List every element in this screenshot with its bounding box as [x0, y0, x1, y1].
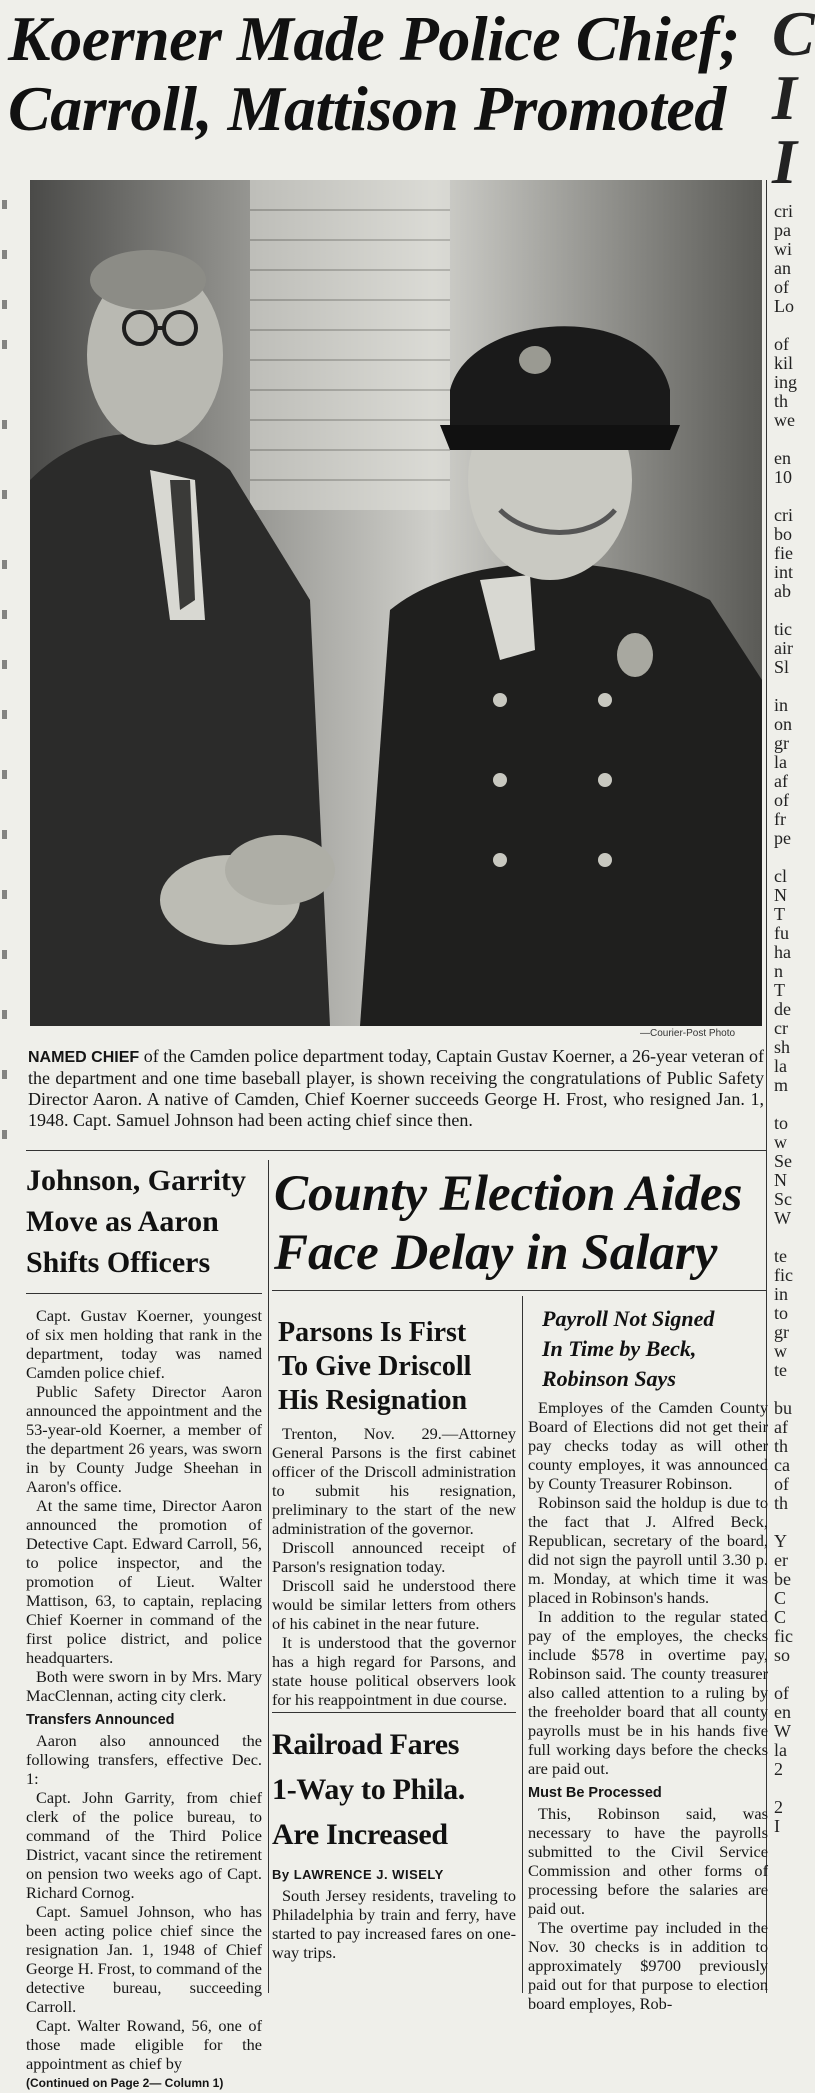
text-fragment: T — [774, 904, 785, 924]
text-fragment — [774, 1228, 800, 1247]
text-fragment: C — [774, 1607, 787, 1627]
text-fragment: an — [774, 258, 791, 278]
headline-line: Parsons Is First — [278, 1317, 467, 1348]
text-fragment: of — [774, 334, 789, 354]
paragraph: Capt. Samuel Johnson, who has been acting police chief since the resignation Jan. 1, 1948 of Chief George H. Frost, to command of the detective bureau, succeeding Carroll. — [26, 1902, 262, 2016]
story-headline — [278, 1316, 516, 1418]
text-fragment: fic — [774, 1626, 793, 1646]
text-fragment — [774, 1665, 800, 1684]
paragraph: Employes of the Camden County Board of Elections did not get their pay checks today as will other county employes, it was announced by County Treasurer Robinson. — [528, 1398, 768, 1493]
paragraph: Public Safety Director Aaron announced the appointment and the 53-year-old Koerner, a member of the department 26 years, was sworn in by County Judge Sheehan in Aaron's office. — [26, 1382, 262, 1496]
headline-line: His Resignation — [278, 1385, 468, 1416]
story-body — [272, 1886, 516, 1962]
text-fragment — [774, 1779, 800, 1798]
text-fragment: n — [774, 961, 783, 981]
text-fragment: 10 — [774, 467, 792, 487]
text-fragment: cri — [774, 201, 793, 221]
text-fragment — [774, 1095, 800, 1114]
text-fragment: gr — [774, 733, 789, 753]
headline-line-2: Face Delay in Salary — [274, 1225, 718, 1281]
text-fragment: pa — [774, 220, 791, 240]
paragraph: Trenton, Nov. 29.—Attorney General Parsons is the first cabinet officer of the Driscoll administration to submit his resignation, preliminary to the start of the new administration of the governor. — [272, 1424, 516, 1538]
text-fragment: wi — [774, 239, 792, 259]
right-headline-fragment: I — [772, 62, 797, 133]
text-fragment: la — [774, 1056, 787, 1076]
text-fragment: m — [774, 1075, 789, 1095]
paragraph: Aaron also announced the following transfers, effective Dec. 1: — [26, 1731, 262, 1788]
headline-line: Shifts Officers — [26, 1246, 211, 1279]
paragraph: In addition to the regular stated pay of the employes, the checks include $578 in overtime pay, Robinson said. The county treasurer also called attention to a ruling by the freeholder board that all county payrolls must be in his hands five full working days before the checks are paid out. — [528, 1607, 768, 1778]
headline-divider — [26, 1293, 262, 1294]
headline-line: 1-Way to Phila. — [272, 1773, 466, 1806]
paragraph: Robinson said the holdup is due to the fact that J. Alfred Beck, Republican, secretary of the board, did not sign the payroll until 3.30 p. m. Monday, at which time it was placed in Robinson's hands. — [528, 1493, 768, 1607]
text-fragment: T — [774, 980, 785, 1000]
text-fragment: fic — [774, 1265, 793, 1285]
right-headline-fragment: C — [772, 0, 815, 69]
text-fragment — [774, 487, 800, 506]
text-fragment: cri — [774, 505, 793, 525]
text-fragment: sh — [774, 1037, 791, 1057]
text-fragment: N — [774, 1170, 787, 1190]
right-column-fragment — [770, 0, 815, 1993]
photo-caption — [28, 1046, 764, 1131]
story-deck — [542, 1304, 768, 1394]
text-fragment: Sl — [774, 657, 790, 677]
headline-line-1: Koerner Made Police Chief; — [8, 3, 740, 74]
text-fragment: to — [774, 1303, 789, 1323]
story-johnson-garrity — [26, 1160, 262, 2093]
text-fragment: pe — [774, 828, 791, 848]
right-text-fragments — [770, 202, 800, 1836]
story-headline — [26, 1160, 262, 1283]
text-fragment: of — [774, 1474, 789, 1494]
headline-line-1: County Election Aides — [274, 1166, 743, 1222]
text-fragment — [774, 1380, 800, 1399]
text-fragment: C — [774, 1588, 787, 1608]
text-fragment: en — [774, 448, 791, 468]
text-fragment: of — [774, 277, 789, 297]
text-fragment: fu — [774, 923, 789, 943]
photo-credit: —Courier-Post Photo — [640, 1028, 736, 1039]
column-divider — [522, 1296, 523, 1993]
text-fragment: in — [774, 1284, 789, 1304]
story-railroad-fares — [272, 1722, 516, 1962]
deck-line: Robinson Says — [542, 1366, 676, 1391]
text-fragment: on — [774, 714, 792, 734]
paragraph: Capt. Walter Rowand, 56, one of those made eligible for the appointment as chief by — [26, 2016, 262, 2073]
column-divider — [268, 1160, 269, 1993]
text-fragment: Se — [774, 1151, 792, 1171]
text-fragment — [774, 848, 800, 867]
main-headline — [8, 4, 766, 144]
deck-line: Payroll Not Signed — [542, 1306, 715, 1331]
story-headline — [272, 1722, 516, 1857]
subhead: Transfers Announced — [26, 1712, 175, 1728]
text-fragment — [774, 1513, 800, 1532]
text-fragment: en — [774, 1702, 791, 1722]
paragraph: At the same time, Director Aaron announced the promotion of Detective Capt. Edward Carroll, 56, to police inspector, and the promotion of Lieut. Walter Mattison, 63, to captain, replacing Chief Koerner in command of the first police district, and police headquarters. — [26, 1496, 262, 1667]
text-fragment: Sc — [774, 1189, 792, 1209]
text-fragment: we — [774, 410, 795, 430]
story-body — [528, 1398, 768, 2013]
headline-divider — [272, 1290, 766, 1291]
story-county-election-body — [528, 1296, 768, 2013]
left-column-fragment — [0, 190, 10, 1190]
text-fragment: fie — [774, 543, 793, 563]
paragraph: This, Robinson said, was necessary to have the payrolls submitted to the Civil Service Commission and other forms of processing before the salaries are paid out. — [528, 1804, 768, 1918]
text-fragment: gr — [774, 1322, 789, 1342]
caption-text: of the Camden police department today, Captain Gustav Koerner, a 26-year veteran of the department and one time baseball player, is shown receiving the congratulations of Public Safety Director Aaron. A native of Camden, Chief Koerner succeeds George H. Frost, who resigned Jan. 1, 1948. Capt. Samuel Johnson had been acting chief since then. — [28, 1046, 765, 1130]
text-fragment: of — [774, 790, 789, 810]
text-fragment: cl — [774, 866, 787, 886]
text-fragment — [774, 430, 800, 449]
text-fragment: la — [774, 752, 787, 772]
text-fragment: th — [774, 391, 789, 411]
text-fragment: bu — [774, 1398, 792, 1418]
text-fragment: fr — [774, 809, 786, 829]
text-fragment — [774, 316, 800, 335]
caption-lead: NAMED CHIEF — [28, 1049, 140, 1066]
text-fragment: ca — [774, 1455, 790, 1475]
deck-line: In Time by Beck, — [542, 1336, 697, 1361]
paragraph: The overtime pay included in the Nov. 30 checks is in addition to approximately $9700 previously paid out for that purpose to election board employes, Rob- — [528, 1918, 768, 2013]
right-headline-fragment: I — [772, 126, 797, 197]
text-fragment: ha — [774, 942, 791, 962]
paragraph: South Jersey residents, traveling to Philadelphia by train and ferry, have started to pay increased fares on one-way trips. — [272, 1886, 516, 1962]
text-fragment: w — [774, 1132, 787, 1152]
text-fragment: te — [774, 1246, 787, 1266]
text-fragment: I — [774, 1816, 780, 1836]
text-fragment: de — [774, 999, 791, 1019]
section-divider — [26, 1150, 766, 1151]
text-fragment: be — [774, 1569, 791, 1589]
text-fragment: air — [774, 638, 793, 658]
paragraph: Driscoll announced receipt of Parson's resignation today. — [272, 1538, 516, 1576]
paragraph: Both were sworn in by Mrs. Mary MacClennan, acting city clerk. — [26, 1667, 262, 1705]
text-fragment: cr — [774, 1018, 788, 1038]
paragraph: Capt. Gustav Koerner, youngest of six men holding that rank in the department, today was named Camden police chief. — [26, 1306, 262, 1382]
text-fragment: er — [774, 1550, 788, 1570]
subhead: Must Be Processed — [528, 1785, 662, 1801]
story-parsons — [272, 1296, 516, 1709]
text-fragment: to — [774, 1113, 789, 1133]
news-photo — [30, 180, 762, 1026]
headline-line-2: Carroll, Mattison Promoted — [8, 73, 726, 144]
county-headline — [274, 1165, 770, 1283]
story-body — [272, 1424, 516, 1709]
text-fragment: 2 — [774, 1759, 783, 1779]
headline-line: Are Increased — [272, 1818, 448, 1851]
text-fragment: w — [774, 1341, 787, 1361]
paragraph: Driscoll said he understood there would be similar letters from others of his cabinet in the near future. — [272, 1576, 516, 1633]
text-fragment: in — [774, 695, 789, 715]
text-fragment: 2 — [774, 1797, 783, 1817]
text-fragment: of — [774, 1683, 789, 1703]
headline-line: Move as Aaron — [26, 1205, 219, 1238]
text-fragment: W — [774, 1208, 791, 1228]
text-fragment: N — [774, 885, 787, 905]
story-divider — [272, 1712, 516, 1713]
continued-line: (Continued on Page 2— Column 1) — [26, 2076, 224, 2090]
text-fragment: ing — [774, 372, 798, 392]
text-fragment: Lo — [774, 296, 794, 316]
text-fragment: th — [774, 1436, 789, 1456]
text-fragment: bo — [774, 524, 792, 544]
paragraph: Capt. John Garrity, from chief clerk of the police bureau, to command of the Third Police District, vacant since the retirement on pension two weeks ago of Capt. Richard Cornog. — [26, 1788, 262, 1902]
text-fragment: af — [774, 771, 788, 791]
headline-line: Johnson, Garrity — [26, 1164, 247, 1197]
headline-line: Railroad Fares — [272, 1728, 460, 1761]
text-fragment: Y — [774, 1531, 787, 1551]
text-fragment: la — [774, 1740, 787, 1760]
text-fragment: ab — [774, 581, 791, 601]
headline-line: To Give Driscoll — [278, 1351, 472, 1382]
text-fragment: th — [774, 1493, 789, 1513]
text-fragment: kil — [774, 353, 794, 373]
text-fragment: af — [774, 1417, 788, 1437]
text-fragment: tic — [774, 619, 792, 639]
text-fragment: so — [774, 1645, 791, 1665]
text-fragment — [774, 677, 800, 696]
byline: By LAWRENCE J. WISELY — [272, 1867, 444, 1882]
paragraph: It is understood that the governor has a high regard for Parsons, and state house political observers look for his reappointment in due course. — [272, 1633, 516, 1709]
text-fragment: int — [774, 562, 794, 582]
story-body — [26, 1306, 262, 2093]
text-fragment: te — [774, 1360, 787, 1380]
text-fragment — [774, 601, 800, 620]
text-fragment: W — [774, 1721, 791, 1741]
